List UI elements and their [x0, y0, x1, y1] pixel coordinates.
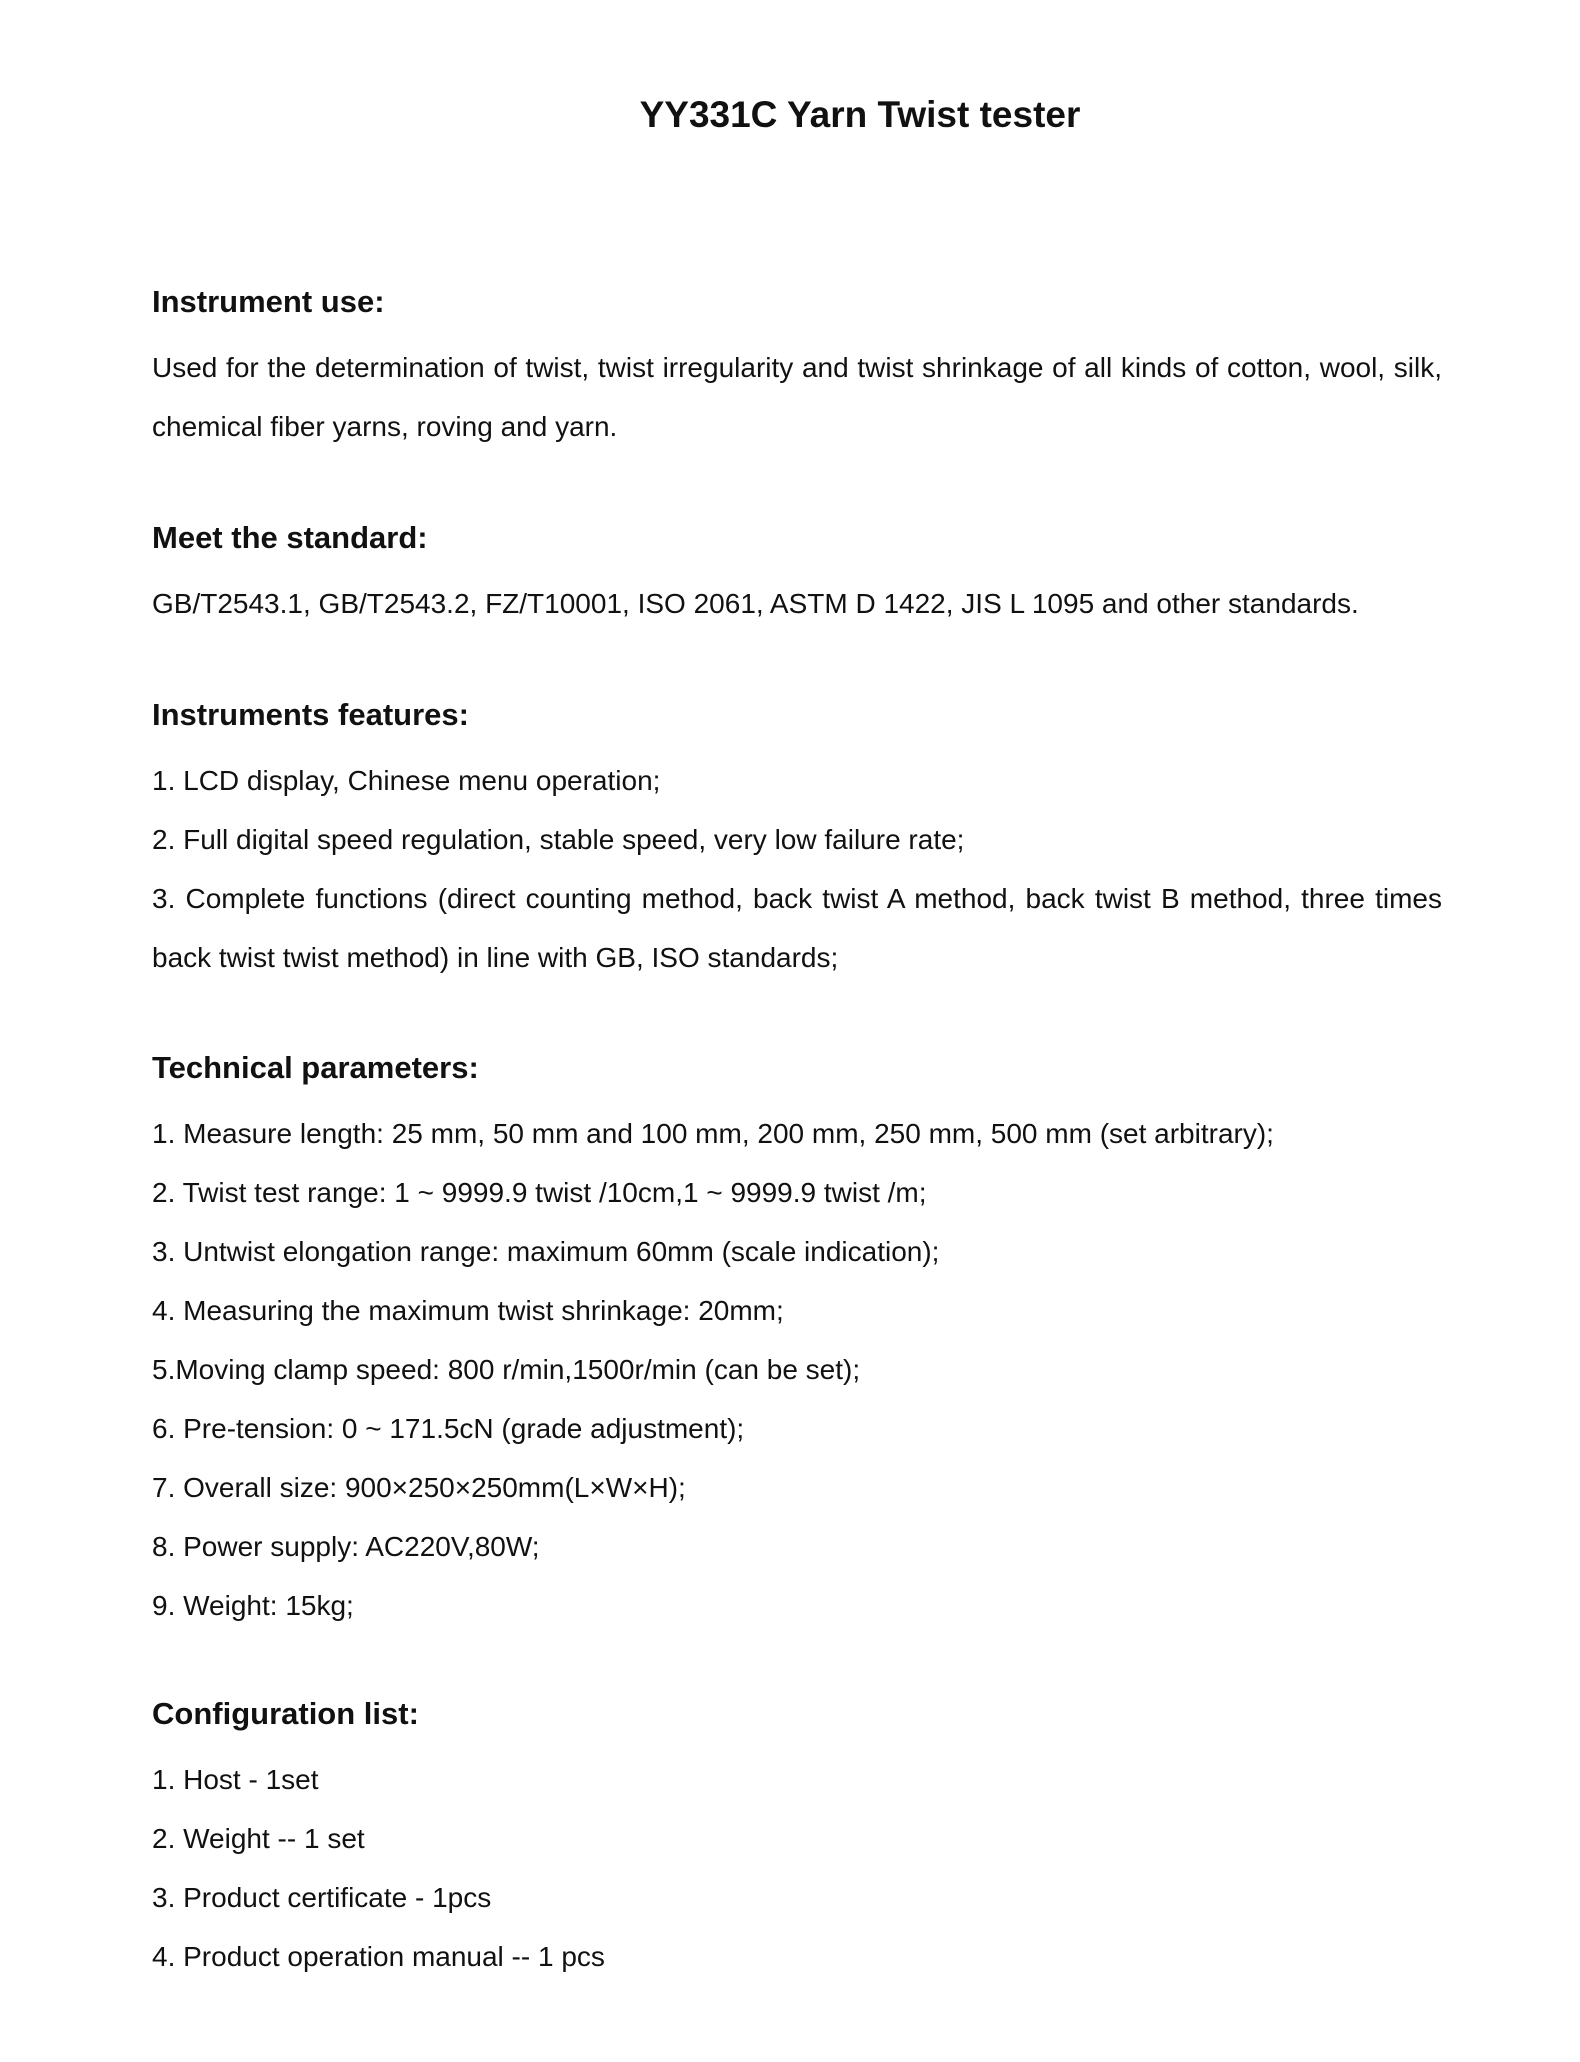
section-heading: Instrument use:	[152, 284, 385, 319]
section-features	[152, 693, 1442, 987]
technical-list	[152, 1104, 1442, 1635]
section-heading: Instruments features:	[152, 697, 469, 732]
list-item: 5.Moving clamp speed: 800 r/min,1500r/min (can be set);	[152, 1354, 861, 1385]
section-technical-parameters	[152, 1046, 1442, 1635]
list-item: 2. Twist test range: 1 ~ 9999.9 twist /10cm,1 ~ 9999.9 twist /m;	[152, 1177, 927, 1208]
list-item: 8. Power supply: AC220V,80W;	[152, 1531, 540, 1562]
section-standard	[152, 516, 1442, 633]
section-heading: Configuration list:	[152, 1696, 419, 1731]
list-item: 3. Product certificate - 1pcs	[152, 1882, 492, 1913]
section-heading: Meet the standard:	[152, 520, 428, 555]
list-item: 6. Pre-tension: 0 ~ 171.5cN (grade adjustment);	[152, 1413, 745, 1444]
features-list	[152, 751, 1442, 987]
list-item: 3. Complete functions (direct counting method, back twist A method, back twist B method, three times back twist twist method) in line with GB, ISO standards;	[152, 883, 1442, 973]
section-instrument-use	[152, 280, 1442, 456]
list-item: 9. Weight: 15kg;	[152, 1590, 354, 1621]
list-item: 2. Weight -- 1 set	[152, 1823, 365, 1854]
list-item: 4. Measuring the maximum twist shrinkage: 20mm;	[152, 1295, 784, 1326]
list-item: 2. Full digital speed regulation, stable speed, very low failure rate;	[152, 824, 965, 855]
configuration-list	[152, 1750, 1442, 1986]
instrument-use-text: Used for the determination of twist, twist irregularity and twist shrinkage of all kinds of cotton, wool, silk, chemical fiber yarns, roving and yarn.	[152, 352, 1442, 442]
list-item: 1. Host - 1set	[152, 1764, 319, 1795]
standard-text: GB/T2543.1, GB/T2543.2, FZ/T10001, ISO 2061, ASTM D 1422, JIS L 1095 and other standards.	[152, 588, 1359, 619]
list-item: 1. Measure length: 25 mm, 50 mm and 100 mm, 200 mm, 250 mm, 500 mm (set arbitrary);	[152, 1118, 1274, 1149]
section-heading: Technical parameters:	[152, 1050, 479, 1085]
list-item: 1. LCD display, Chinese menu operation;	[152, 765, 661, 796]
list-item: 3. Untwist elongation range: maximum 60mm (scale indication);	[152, 1236, 940, 1267]
section-configuration-list	[152, 1692, 1442, 1986]
list-item: 7. Overall size: 900×250×250mm(L×W×H);	[152, 1472, 686, 1503]
list-item: 4. Product operation manual -- 1 pcs	[152, 1941, 605, 1972]
document-title: YY331C Yarn Twist tester	[639, 94, 1081, 135]
